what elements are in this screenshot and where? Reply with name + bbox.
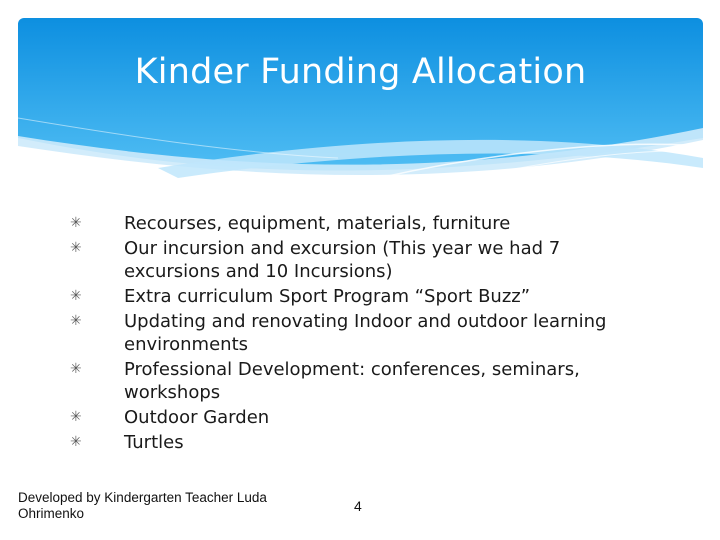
asterisk-icon: ✳ xyxy=(70,434,82,450)
asterisk-icon: ✳ xyxy=(70,409,82,425)
bullet-text: Our incursion and excursion (This year we had 7 excursions and 10 Incursions) xyxy=(124,238,561,282)
bullet-text: Professional Development: conferences, seminars, workshops xyxy=(124,359,580,403)
bullet-text: Turtles xyxy=(124,432,184,453)
asterisk-icon: ✳ xyxy=(70,361,82,377)
slide-title: Kinder Funding Allocation xyxy=(134,52,587,92)
bullet-text: Outdoor Garden xyxy=(124,407,270,428)
asterisk-icon: ✳ xyxy=(70,288,82,304)
list-item xyxy=(70,285,660,308)
asterisk-icon: ✳ xyxy=(70,215,82,231)
asterisk-icon: ✳ xyxy=(70,313,82,329)
asterisk-icon: ✳ xyxy=(70,240,82,256)
list-item xyxy=(70,310,660,356)
list-item xyxy=(70,237,660,283)
bullet-text: Recourses, equipment, materials, furniture xyxy=(124,213,511,234)
footer-author: Developed by Kindergarten Teacher Luda Ohrimenko xyxy=(18,490,267,521)
bullet-list xyxy=(70,212,660,456)
list-item xyxy=(70,406,660,429)
title-banner xyxy=(18,18,703,198)
page-number: 4 xyxy=(354,498,362,514)
list-item xyxy=(70,431,660,454)
list-item xyxy=(70,212,660,235)
list-item xyxy=(70,358,660,404)
bullet-text: Updating and renovating Indoor and outdoor learning environments xyxy=(124,311,607,355)
bullet-text: Extra curriculum Sport Program “Sport Buzz” xyxy=(124,286,531,307)
